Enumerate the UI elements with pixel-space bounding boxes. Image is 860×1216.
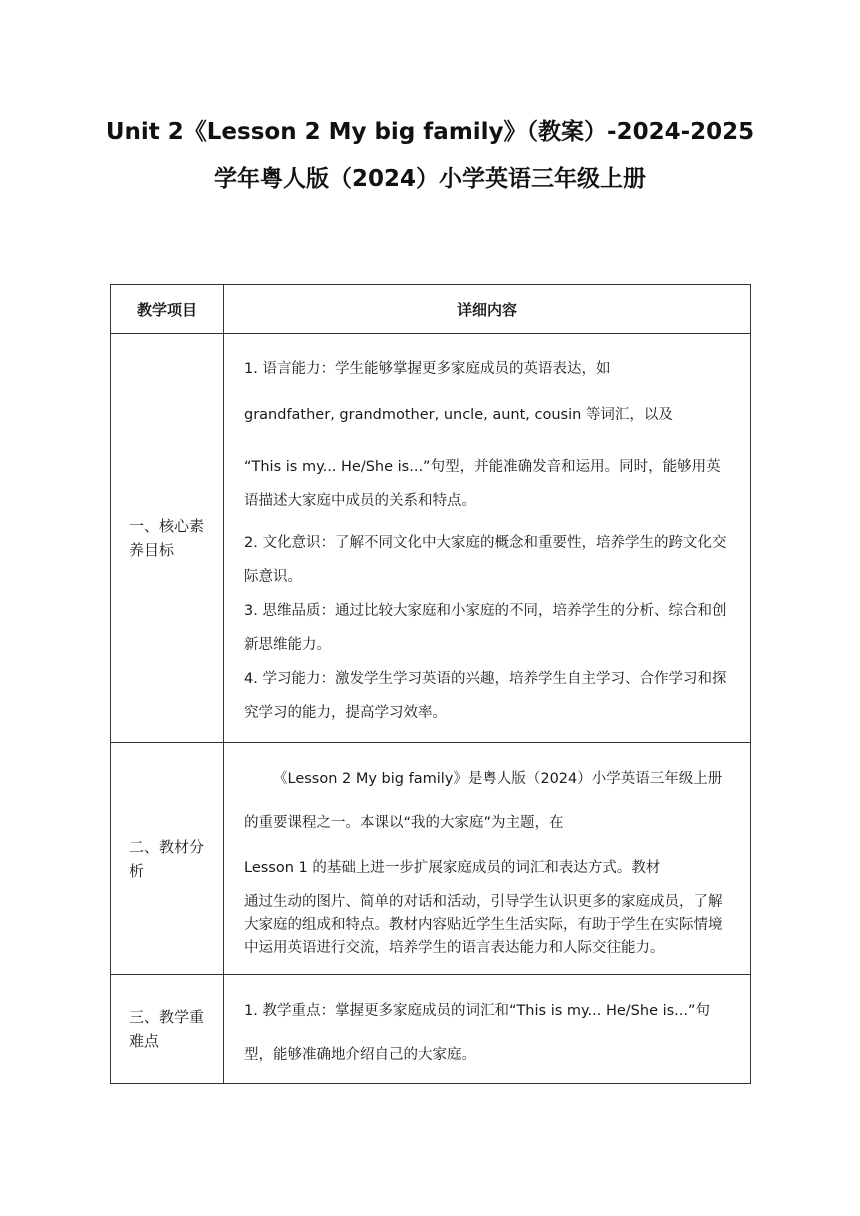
content-line: 2. 文化意识：了解不同文化中大家庭的概念和重要性，培养学生的跨文化交际意识。 — [244, 535, 727, 585]
row-label-core-goals: 一、核心素养目标 — [111, 334, 224, 743]
table-row-key-points — [111, 975, 751, 1084]
content-line: 4. 学习能力：激发学生学习英语的兴趣，培养学生自主学习、合作学习和探究学习的能力，提高学习效率。 — [244, 671, 727, 721]
header-details: 详细内容 — [224, 285, 751, 334]
table-row-core-goals — [111, 334, 751, 743]
row-label-textbook-analysis: 二、教材分析 — [111, 743, 224, 975]
document-title-line-1: Unit 2《Lesson 2 My big family》（教案）-2024-2025 — [105, 119, 755, 145]
document-title-line-2: 学年粤人版（2024）小学英语三年级上册 — [213, 166, 646, 192]
table-header-row — [111, 285, 751, 334]
content-line: 《Lesson 2 My big family》是粤人版（2024）小学英语三年级上册的重要课程之一。本课以“我的大家庭”为主题，在 — [244, 771, 723, 831]
table-row-textbook-analysis — [111, 743, 751, 975]
content-line: 1. 语言能力：学生能够掌握更多家庭成员的英语表达，如 — [244, 361, 611, 377]
row-content-textbook-analysis — [224, 743, 751, 975]
content-line: 3. 思维品质：通过比较大家庭和小家庭的不同，培养学生的分析、综合和创新思维能力。 — [244, 603, 727, 653]
content-line: Lesson 1 的基础上进一步扩展家庭成员的词汇和表达方式。教材 — [244, 860, 661, 876]
row-content-core-goals — [224, 334, 751, 743]
header-teaching-item: 教学项目 — [111, 285, 224, 334]
row-label-key-points: 三、教学重难点 — [111, 975, 224, 1084]
content-line: “This is my... He/She is...”句型，并能准确发音和运用。同时，能够用英语描述大家庭中成员的关系和特点。 — [244, 459, 721, 509]
lesson-plan-table — [110, 284, 751, 1084]
content-line: 1. 教学重点：掌握更多家庭成员的词汇和“This is my... He/She is...”句型，能够准确地介绍自己的大家庭。 — [244, 1003, 711, 1063]
content-line: grandfather, grandmother, uncle, aunt, cousin 等词汇，以及 — [244, 407, 673, 423]
content-line: 通过生动的图片、简单的对话和活动，引导学生认识更多的家庭成员，了解大家庭的组成和特点。教材内容贴近学生生活实际，有助于学生在实际情境中运用英语进行交流，培养学生的语言表达能力和人际交往能力。 — [244, 894, 723, 956]
row-content-key-points — [224, 975, 751, 1084]
